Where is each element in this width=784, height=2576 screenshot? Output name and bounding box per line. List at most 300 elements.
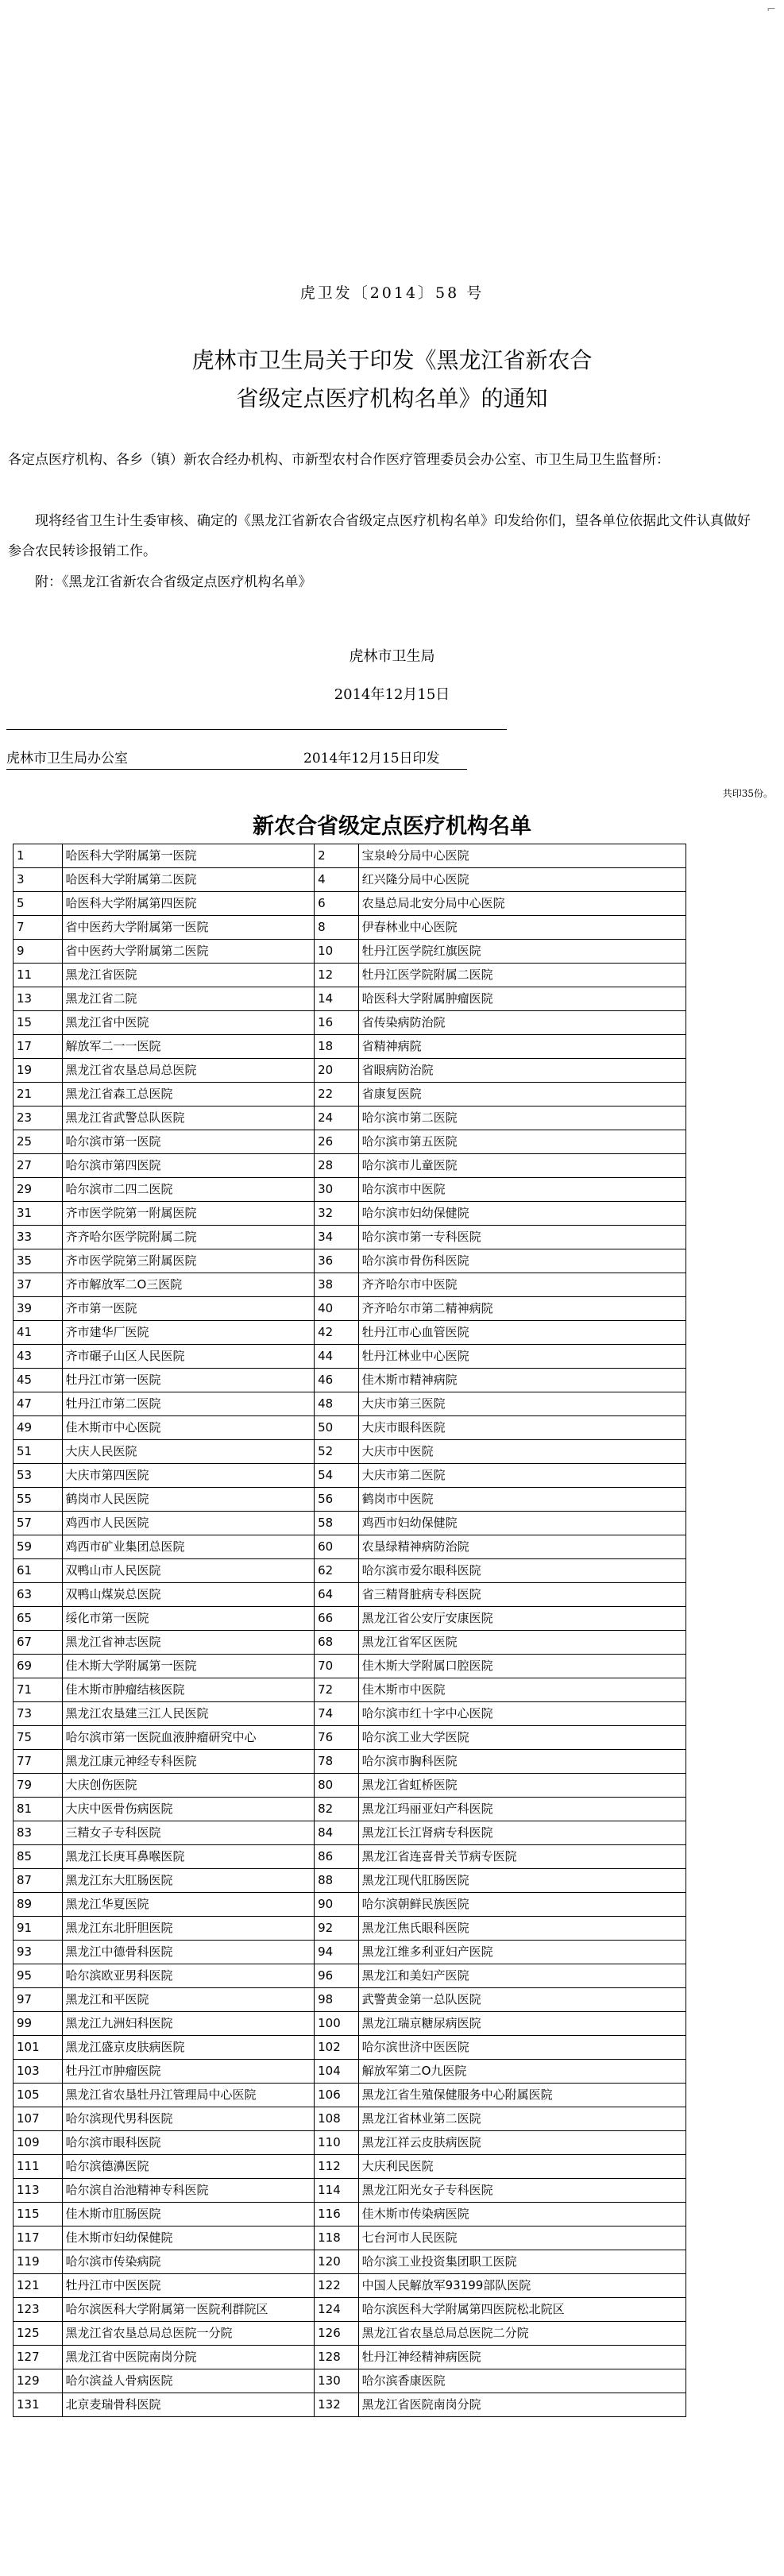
table-row [14,844,686,868]
institution-name-left: 牡丹江市第一医院 [62,1369,315,1392]
divider-bottom [6,769,467,770]
document-title [0,342,784,418]
row-number-right: 104 [315,2060,358,2084]
institution-name-right: 武警黄金第一总队医院 [358,1988,686,2012]
institution-name-right: 哈尔滨市第五医院 [358,1130,686,1154]
row-number-left: 57 [14,1512,63,1535]
row-number-left: 125 [14,2322,63,2346]
row-number-right: 30 [315,1178,358,1202]
table-row [14,868,686,892]
row-number-left: 95 [14,1964,63,1988]
issuing-office: 虎林市卫生局办公室 [6,751,128,767]
institution-name-left: 佳木斯市肛肠医院 [62,2203,315,2226]
table-row [14,1607,686,1631]
table-row [14,892,686,916]
row-number-right: 12 [315,964,358,987]
table-row [14,1941,686,1964]
table-row [14,916,686,940]
row-number-left: 35 [14,1249,63,1273]
row-number-right: 76 [315,1726,358,1750]
row-number-left: 45 [14,1369,63,1392]
table-row [14,2369,686,2393]
row-number-right: 96 [315,1964,358,1988]
row-number-right: 92 [315,1917,358,1941]
institution-name-right: 黑龙江现代肛肠医院 [358,1869,686,1893]
table-row [14,2298,686,2322]
institution-name-right: 哈尔滨市红十字中心医院 [358,1702,686,1726]
institution-name-left: 解放军二一一医院 [62,1035,315,1059]
institution-name-right: 黑龙江玛丽亚妇产科医院 [358,1798,686,1821]
row-number-right: 52 [315,1440,358,1464]
table-row [14,1726,686,1750]
row-number-right: 28 [315,1154,358,1178]
row-number-right: 68 [315,1631,358,1655]
row-number-left: 11 [14,964,63,987]
title-line-1: 虎林市卫生局关于印发《黑龙江省新农合 [191,347,593,373]
row-number-right: 132 [315,2393,358,2417]
row-number-left: 65 [14,1607,63,1631]
row-number-left: 75 [14,1726,63,1750]
row-number-right: 110 [315,2131,358,2155]
table-row [14,1106,686,1130]
row-number-right: 38 [315,1273,358,1297]
row-number-left: 93 [14,1941,63,1964]
institution-name-left: 齐齐哈尔医学院附属二院 [62,1226,315,1249]
institution-name-left: 三精女子专科医院 [62,1821,315,1845]
row-number-right: 62 [315,1559,358,1583]
institution-name-right: 省精神病院 [358,1035,686,1059]
table-row [14,1083,686,1106]
institution-name-left: 哈尔滨欧亚男科医院 [62,1964,315,1988]
row-number-right: 48 [315,1392,358,1416]
table-row [14,1583,686,1607]
institution-name-right: 中国人民解放军93199部队医院 [358,2274,686,2298]
row-number-left: 61 [14,1559,63,1583]
table-row [14,1059,686,1083]
institution-name-left: 哈尔滨医科大学附属第一医院利群院区 [62,2298,315,2322]
row-number-right: 106 [315,2084,358,2107]
document-number: 虎卫发〔2014〕58 号 [299,284,485,302]
row-number-right: 58 [315,1512,358,1535]
row-number-right: 120 [315,2250,358,2274]
institution-name-left: 黑龙江省神志医院 [62,1631,315,1655]
row-number-right: 98 [315,1988,358,2012]
row-number-left: 31 [14,1202,63,1226]
table-row [14,1774,686,1798]
row-number-right: 102 [315,2036,358,2060]
row-number-left: 105 [14,2084,63,2107]
table-row [14,1869,686,1893]
institution-name-right: 黑龙江瑞京糖尿病医院 [358,2012,686,2036]
table-row [14,1702,686,1726]
table-row [14,2274,686,2298]
table-row [14,940,686,964]
institution-name-left: 大庆创伤医院 [62,1774,315,1798]
row-number-right: 60 [315,1535,358,1559]
row-number-right: 114 [315,2179,358,2203]
institution-name-left: 牡丹江市肿瘤医院 [62,2060,315,2084]
institution-name-left: 大庆人民医院 [62,1440,315,1464]
row-number-left: 91 [14,1917,63,1941]
table-row [14,1798,686,1821]
table-row [14,1559,686,1583]
institution-name-left: 黑龙江长庚耳鼻喉医院 [62,1845,315,1869]
row-number-left: 21 [14,1083,63,1106]
institution-name-right: 哈尔滨市妇幼保健院 [358,1202,686,1226]
table-row [14,1988,686,2012]
institution-name-right: 解放军第二O九医院 [358,2060,686,2084]
table-row [14,1035,686,1059]
institution-name-left: 鸡西市矿业集团总医院 [62,1535,315,1559]
table-row [14,2084,686,2107]
row-number-left: 23 [14,1106,63,1130]
institution-name-right: 黑龙江省公安厅安康医院 [358,1607,686,1631]
institution-name-left: 哈尔滨德濞医院 [62,2155,315,2179]
institution-name-left: 黑龙江中德骨科医院 [62,1941,315,1964]
row-number-right: 100 [315,2012,358,2036]
table-row [14,1321,686,1345]
institution-name-right: 哈尔滨香康医院 [358,2369,686,2393]
row-number-left: 67 [14,1631,63,1655]
institution-name-left: 省中医药大学附属第二医院 [62,940,315,964]
institution-table-body [14,844,686,2417]
institution-name-left: 绥化市第一医院 [62,1607,315,1631]
institution-name-right: 哈尔滨朝鲜民族医院 [358,1893,686,1917]
row-number-right: 86 [315,1845,358,1869]
table-row [14,1226,686,1249]
row-number-left: 89 [14,1893,63,1917]
row-number-left: 99 [14,2012,63,2036]
row-number-right: 54 [315,1464,358,1488]
institution-name-right: 牡丹江林业中心医院 [358,1345,686,1369]
table-row [14,2203,686,2226]
institution-name-right: 黑龙江省虹桥医院 [358,1774,686,1798]
institution-name-left: 北京麦瑞骨科医院 [62,2393,315,2417]
row-number-left: 77 [14,1750,63,1774]
table-row [14,1655,686,1678]
institution-name-left: 黑龙江盛京皮肤病医院 [62,2036,315,2060]
table-row [14,964,686,987]
row-number-left: 69 [14,1655,63,1678]
institution-name-right: 佳木斯大学附属口腔医院 [358,1655,686,1678]
row-number-right: 128 [315,2346,358,2369]
row-number-left: 7 [14,916,63,940]
table-row [14,1416,686,1440]
institution-name-left: 鹤岗市人民医院 [62,1488,315,1512]
institution-name-right: 鹤岗市中医院 [358,1488,686,1512]
row-number-left: 119 [14,2250,63,2274]
row-number-right: 10 [315,940,358,964]
institution-name-right: 黑龙江省农垦总局总医院二分院 [358,2322,686,2346]
table-row [14,987,686,1011]
table-row [14,1917,686,1941]
table-row [14,1464,686,1488]
institution-name-right: 黑龙江省生殖保健服务中心附属医院 [358,2084,686,2107]
row-number-left: 73 [14,1702,63,1726]
institution-name-right: 哈尔滨市第一专科医院 [358,1226,686,1249]
institution-name-right: 黑龙江和美妇产医院 [358,1964,686,1988]
table-row [14,1512,686,1535]
institution-name-right: 哈尔滨市爱尔眼科医院 [358,1559,686,1583]
institution-name-left: 哈医科大学附属第四医院 [62,892,315,916]
institution-name-right: 黑龙江省军区医院 [358,1631,686,1655]
table-row [14,1750,686,1774]
row-number-left: 117 [14,2226,63,2250]
row-number-left: 87 [14,1869,63,1893]
table-title: 新农合省级定点医疗机构名单 [253,814,531,839]
table-row [14,2060,686,2084]
institution-name-left: 黑龙江省中医院南岗分院 [62,2346,315,2369]
row-number-right: 42 [315,1321,358,1345]
institution-name-left: 黑龙江省中医院 [62,1011,315,1035]
institution-name-right: 哈尔滨市胸科医院 [358,1750,686,1774]
row-number-left: 27 [14,1154,63,1178]
row-number-right: 66 [315,1607,358,1631]
corner-mark-icon: ⌐ [767,3,776,16]
table-row [14,2036,686,2060]
row-number-right: 112 [315,2155,358,2179]
institution-name-left: 黑龙江省武警总队医院 [62,1106,315,1130]
institution-name-left: 齐市建华厂医院 [62,1321,315,1345]
table-row [14,2012,686,2036]
institution-name-left: 牡丹江市中医医院 [62,2274,315,2298]
table-row [14,2346,686,2369]
institution-name-right: 农垦绿精神病防治院 [358,1535,686,1559]
sign-date: 2014年12月15日 [334,686,450,703]
row-number-left: 37 [14,1273,63,1297]
institution-name-left: 黑龙江省农垦总局总医院一分院 [62,2322,315,2346]
institution-name-left: 齐市碾子山区人民医院 [62,1345,315,1369]
table-row [14,1345,686,1369]
attachment-note: 附：《黑龙江省新农合省级定点医疗机构名单》 [35,574,312,590]
row-number-left: 3 [14,868,63,892]
row-number-left: 33 [14,1226,63,1249]
institution-name-left: 牡丹江市第二医院 [62,1392,315,1416]
row-number-right: 2 [315,844,358,868]
row-number-right: 122 [315,2274,358,2298]
row-number-left: 47 [14,1392,63,1416]
table-row [14,2179,686,2203]
institution-name-right: 牡丹江神经精神病医院 [358,2346,686,2369]
institution-name-left: 大庆市第四医院 [62,1464,315,1488]
row-number-left: 1 [14,844,63,868]
institution-name-right: 哈尔滨市儿童医院 [358,1154,686,1178]
institution-name-left: 黑龙江农垦建三江人民医院 [62,1702,315,1726]
institution-name-left: 齐市医学院第一附属医院 [62,1202,315,1226]
institution-name-right: 牡丹江医学院红旗医院 [358,940,686,964]
institution-name-left: 佳木斯大学附属第一医院 [62,1655,315,1678]
row-number-left: 49 [14,1416,63,1440]
row-number-right: 78 [315,1750,358,1774]
institution-name-right: 佳木斯市传染病医院 [358,2203,686,2226]
row-number-right: 24 [315,1106,358,1130]
row-number-left: 9 [14,940,63,964]
row-number-right: 56 [315,1488,358,1512]
table-row [14,2322,686,2346]
institution-name-right: 牡丹江医学院附属二医院 [358,964,686,987]
row-number-right: 118 [315,2226,358,2250]
institution-name-right: 大庆市眼科医院 [358,1416,686,1440]
institution-name-left: 佳木斯市肿瘤结核医院 [62,1678,315,1702]
row-number-right: 50 [315,1416,358,1440]
table-row [14,2250,686,2274]
institution-name-right: 哈尔滨医科大学附属第四医院松北院区 [358,2298,686,2322]
row-number-left: 83 [14,1821,63,1845]
row-number-left: 97 [14,1988,63,2012]
institution-name-right: 省三精肾脏病专科医院 [358,1583,686,1607]
institution-name-right: 黑龙江省林业第二医院 [358,2107,686,2131]
divider-top [6,729,507,730]
row-number-right: 74 [315,1702,358,1726]
row-number-right: 8 [315,916,358,940]
row-number-right: 34 [315,1226,358,1249]
table-row [14,1440,686,1464]
institution-name-left: 省中医药大学附属第一医院 [62,916,315,940]
institution-name-left: 黑龙江省森工总医院 [62,1083,315,1106]
row-number-left: 121 [14,2274,63,2298]
institution-name-left: 哈尔滨市第一医院 [62,1130,315,1154]
table-row [14,1178,686,1202]
row-number-right: 94 [315,1941,358,1964]
table-row [14,1678,686,1702]
table-row [14,1011,686,1035]
row-number-left: 53 [14,1464,63,1488]
row-number-left: 55 [14,1488,63,1512]
table-row [14,1154,686,1178]
row-number-right: 130 [315,2369,358,2393]
institution-name-left: 哈尔滨市第四医院 [62,1154,315,1178]
row-number-right: 14 [315,987,358,1011]
row-number-left: 111 [14,2155,63,2179]
institution-name-left: 黑龙江省农垦牡丹江管理局中心医院 [62,2084,315,2107]
row-number-left: 123 [14,2298,63,2322]
row-number-left: 115 [14,2203,63,2226]
institution-name-right: 七台河市人民医院 [358,2226,686,2250]
institution-name-right: 省康复医院 [358,1083,686,1106]
row-number-left: 25 [14,1130,63,1154]
institution-name-right: 省传染病防治院 [358,1011,686,1035]
row-number-right: 70 [315,1655,358,1678]
institution-name-right: 佳木斯市中医院 [358,1678,686,1702]
institution-name-right: 大庆市第二医院 [358,1464,686,1488]
row-number-left: 19 [14,1059,63,1083]
row-number-right: 40 [315,1297,358,1321]
institution-name-right: 宝泉岭分局中心医院 [358,844,686,868]
institution-name-right: 红兴隆分局中心医院 [358,868,686,892]
row-number-left: 43 [14,1345,63,1369]
row-number-right: 36 [315,1249,358,1273]
institution-name-left: 齐市医学院第三附属医院 [62,1249,315,1273]
row-number-right: 90 [315,1893,358,1917]
institution-name-right: 哈医科大学附属肿瘤医院 [358,987,686,1011]
row-number-right: 84 [315,1821,358,1845]
table-row [14,2131,686,2155]
institution-name-right: 哈尔滨工业大学医院 [358,1726,686,1750]
row-number-right: 80 [315,1774,358,1798]
row-number-right: 72 [315,1678,358,1702]
institution-name-right: 哈尔滨市中医院 [358,1178,686,1202]
institution-name-left: 鸡西市人民医院 [62,1512,315,1535]
institution-name-right: 黑龙江维多利亚妇产医院 [358,1941,686,1964]
institution-name-left: 哈尔滨现代男科医院 [62,2107,315,2131]
institution-name-left: 哈尔滨市二四二医院 [62,1178,315,1202]
row-number-left: 51 [14,1440,63,1464]
addressee: 各定点医疗机构、各乡（镇）新农合经办机构、市新型农村合作医疗管理委员会办公室、市卫生局卫生监督所： [8,452,670,468]
institution-name-left: 哈尔滨市第一医院血液肿瘤研究中心 [62,1726,315,1750]
row-number-left: 113 [14,2179,63,2203]
institution-name-right: 哈尔滨工业投资集团职工医院 [358,2250,686,2274]
table-row [14,1893,686,1917]
institution-name-right: 黑龙江焦氏眼科医院 [358,1917,686,1941]
table-row [14,2155,686,2179]
institution-table [13,844,686,2417]
institution-name-left: 黑龙江省医院 [62,964,315,987]
row-number-right: 16 [315,1011,358,1035]
institution-name-left: 黑龙江省农垦总局总医院 [62,1059,315,1083]
row-number-right: 44 [315,1345,358,1369]
institution-name-right: 大庆利民医院 [358,2155,686,2179]
institution-name-left: 黑龙江康元神经专科医院 [62,1750,315,1774]
row-number-left: 85 [14,1845,63,1869]
row-number-left: 41 [14,1321,63,1345]
institution-name-right: 黑龙江省连喜骨关节病专医院 [358,1845,686,1869]
row-number-right: 22 [315,1083,358,1106]
institution-name-right: 佳木斯市精神病院 [358,1369,686,1392]
institution-name-left: 哈尔滨市眼科医院 [62,2131,315,2155]
institution-name-right: 黑龙江省医院南岗分院 [358,2393,686,2417]
table-row [14,1249,686,1273]
institution-name-left: 哈尔滨市传染病院 [62,2250,315,2274]
table-row [14,2107,686,2131]
row-number-right: 32 [315,1202,358,1226]
row-number-right: 64 [315,1583,358,1607]
copies-count: 共印35份。 [722,788,773,799]
institution-name-left: 双鸭山煤炭总医院 [62,1583,315,1607]
row-number-right: 46 [315,1369,358,1392]
row-number-right: 4 [315,868,358,892]
table-row [14,1273,686,1297]
institution-name-right: 鸡西市妇幼保健院 [358,1512,686,1535]
row-number-right: 88 [315,1869,358,1893]
row-number-left: 39 [14,1297,63,1321]
institution-name-left: 齐市解放军二O三医院 [62,1273,315,1297]
row-number-left: 29 [14,1178,63,1202]
institution-name-right: 黑龙江阳光女子专科医院 [358,2179,686,2203]
institution-name-right: 牡丹江市心血管医院 [358,1321,686,1345]
institution-name-left: 黑龙江东大肛肠医院 [62,1869,315,1893]
table-row [14,1392,686,1416]
row-number-left: 101 [14,2036,63,2060]
row-number-right: 108 [315,2107,358,2131]
row-number-left: 107 [14,2107,63,2131]
row-number-left: 127 [14,2346,63,2369]
institution-name-left: 哈医科大学附属第二医院 [62,868,315,892]
print-date: 2014年12月15日印发 [303,751,440,767]
table-row [14,1369,686,1392]
institution-name-right: 哈尔滨世济中医医院 [358,2036,686,2060]
institution-name-right: 黑龙江祥云皮肤病医院 [358,2131,686,2155]
row-number-left: 59 [14,1535,63,1559]
row-number-left: 5 [14,892,63,916]
row-number-left: 81 [14,1798,63,1821]
institution-name-left: 哈医科大学附属第一医院 [62,844,315,868]
row-number-right: 18 [315,1035,358,1059]
row-number-left: 129 [14,2369,63,2393]
institution-name-right: 省眼病防治院 [358,1059,686,1083]
institution-name-left: 大庆中医骨伤病医院 [62,1798,315,1821]
table-row [14,1535,686,1559]
table-row [14,1297,686,1321]
